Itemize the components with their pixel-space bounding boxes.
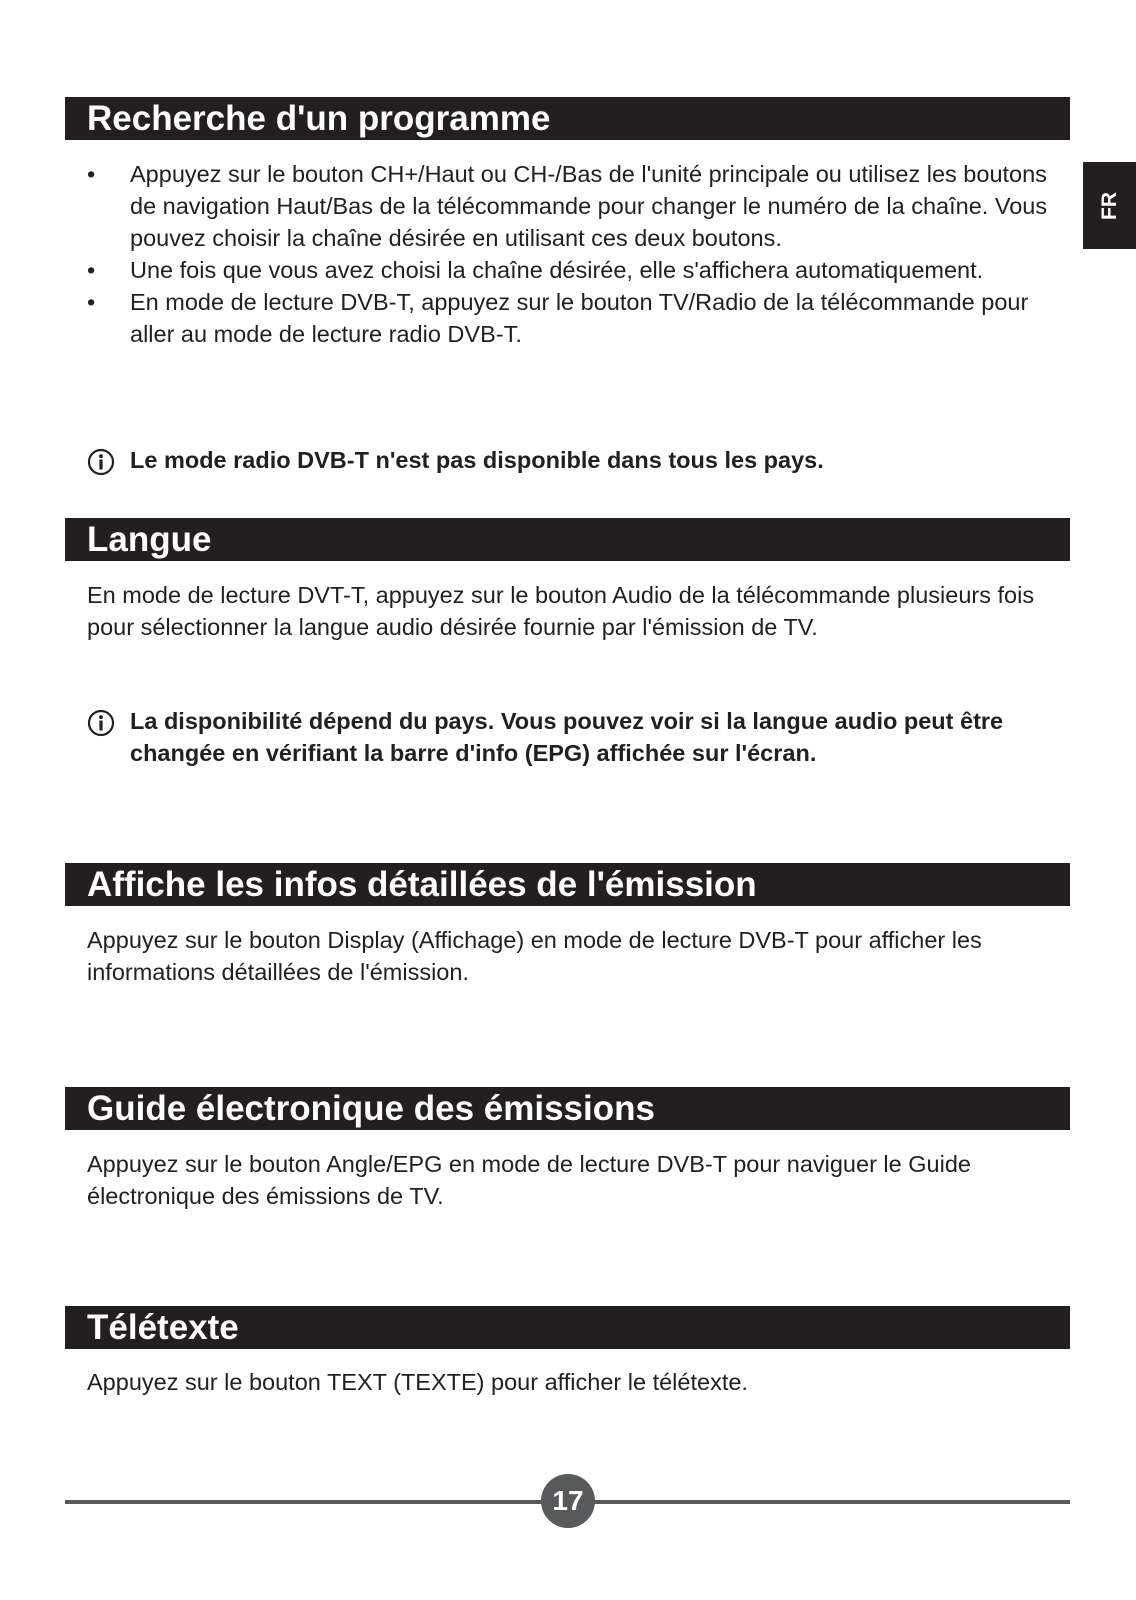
section-header-guide: Guide électronique des émissions	[65, 1087, 1070, 1130]
body-text-langue: En mode de lecture DVT-T, appuyez sur le bouton Audio de la télécommande plusieurs fois pour sélectionner la langue audio désirée fournie par l'émission de TV.	[87, 582, 1035, 640]
info-circle-icon	[87, 448, 115, 476]
note-text: Le mode radio DVB-T n'est pas disponible dans tous les pays.	[130, 447, 824, 473]
language-tab	[1083, 162, 1136, 249]
page-number: 17	[541, 1474, 595, 1528]
list-item	[87, 286, 1062, 350]
section-header-recherche: Recherche d'un programme	[65, 97, 1070, 140]
list-item	[87, 158, 1062, 254]
note-recherche	[87, 444, 1062, 476]
bullet-marker: •	[87, 289, 96, 315]
note-langue	[87, 705, 1062, 769]
bullet-marker: •	[87, 161, 96, 187]
list-item-text: En mode de lecture DVB-T, appuyez sur le bouton TV/Radio de la télécommande pour aller au mode de lecture radio DVB-T.	[130, 289, 1029, 347]
note-text: La disponibilité dépend du pays. Vous pouvez voir si la langue audio peut être changée en vérifiant la barre d'info (EPG) affichée sur l'écran.	[130, 708, 1004, 766]
list-item	[87, 254, 1062, 286]
bullet-list-recherche	[87, 158, 1062, 350]
bullet-marker: •	[87, 257, 96, 283]
body-text-infos: Appuyez sur le bouton Display (Affichage) en mode de lecture DVB-T pour afficher les informations détaillées de l'émission.	[87, 927, 982, 985]
list-item-text: Une fois que vous avez choisi la chaîne désirée, elle s'affichera automatiquement.	[130, 257, 984, 283]
body-text-guide: Appuyez sur le bouton Angle/EPG en mode de lecture DVB-T pour naviguer le Guide électronique des émissions de TV.	[87, 1151, 971, 1209]
body-text-teletexte: Appuyez sur le bouton TEXT (TEXTE) pour afficher le télétexte.	[87, 1369, 748, 1395]
info-circle-icon	[87, 709, 115, 737]
section-header-langue: Langue	[65, 518, 1070, 561]
section-header-infos: Affiche les infos détaillées de l'émission	[65, 863, 1070, 906]
language-tab-label: FR	[1097, 191, 1121, 220]
section-header-teletexte: Télétexte	[65, 1306, 1070, 1349]
list-item-text: Appuyez sur le bouton CH+/Haut ou CH-/Bas de l'unité principale ou utilisez les boutons de navigation Haut/Bas de la télécommande pour changer le numéro de la chaîne. Vous pouvez choisir la chaîne désirée en utilisant ces deux boutons.	[130, 161, 1048, 251]
